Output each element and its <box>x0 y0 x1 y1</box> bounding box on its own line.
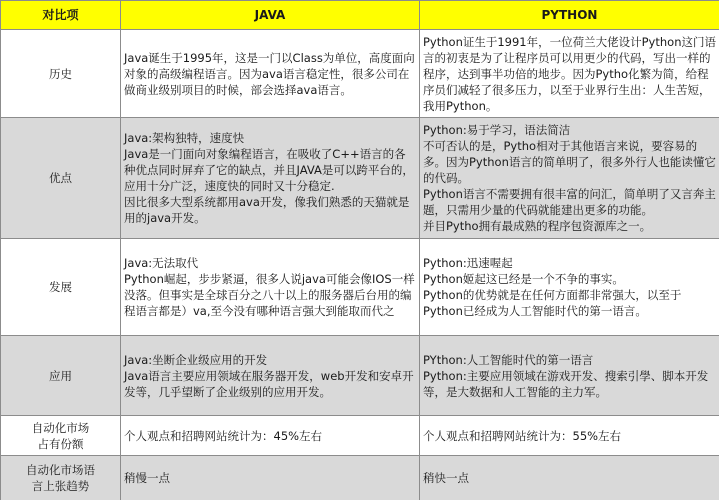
python-text: 稍快一点 <box>423 471 469 485</box>
java-text: 个人观点和招聘网站统计为：45%左右 <box>124 428 323 443</box>
row-label-text: 自动化市场 <box>31 420 90 435</box>
row-applications <box>1 336 719 416</box>
header-python: PYTHON <box>420 1 719 30</box>
row-label <box>1 336 121 416</box>
python-cell <box>420 336 719 416</box>
python-subtitle: Python:迅速喔起 <box>423 256 513 270</box>
java-text: Java诞生于1995年，这是一门以Class为单位，高度面向对象的高级编程语言。因为ava语言稳定性，很多公司在做商业级别项目的时候，部会选择ava语言。 <box>124 50 415 97</box>
row-label-text: 历史 <box>49 66 72 81</box>
java-cell <box>121 336 420 416</box>
python-subtitle: PYthon:人工智能时代的第一语言 <box>423 352 594 367</box>
java-text: Python崛起，步步紧逼，很多人说java可能会像IOS一样没落。但事实是全球百分之八十以上的服务器后台用的编程语言都是）va,至今没有哪种语言强大到能取而代之 <box>124 272 415 318</box>
java-subtitle: Java:坐断企业级应用的开发 <box>124 352 268 367</box>
row-advantages <box>1 118 719 239</box>
python-text: 不可否认的是，Pytho相对于其他语言来说，要容易的多。因为Python语言的简单明了，很多外行人也能读懂它的代码。 <box>423 139 716 185</box>
row-development <box>1 239 719 336</box>
python-text: 个人观点和招聘网站统计为：55%左右 <box>423 428 622 443</box>
java-text: 因比很多大型系统都用ava开发，像我们熟悉的天猫就是用的java开发。 <box>124 195 410 225</box>
java-text: Java是一门面向对象编程语言，在吸收了C++语言的各种优点同时屏弃了它的缺点，并且JAVA是可以跨平台的，应用十分广泛，速度快的同时又十分稳定. <box>124 147 414 193</box>
python-cell <box>420 456 719 500</box>
row-label <box>1 456 121 500</box>
python-subtitle: Python:易于学习，语法简洁 <box>423 123 571 137</box>
java-subtitle: Java:无法取代 <box>124 256 199 270</box>
row-label <box>1 416 121 456</box>
python-text: Python证生于1991年，一位荷兰大佬设计Python这门语言的初衷是为了让程序员可以用更少的代码，写出一样的程序，达到事半功倍的地步。因为Pytho化繁为简，给程序员们减轻了很多压力，以至于业界行生出：人生苦短，我用Python。 <box>423 34 716 113</box>
row-label-text: 言上张趋势 <box>31 479 90 493</box>
row-label-text: 优点 <box>49 171 72 185</box>
java-text: Java语言主要应用领域在服务器开发，web开发和安卓开发等，几乎望断了企业级别的应用开发。 <box>124 368 414 399</box>
java-subtitle: Java:架构独特，速度快 <box>124 131 245 145</box>
java-cell <box>121 456 420 500</box>
row-label-text: 自动化市场语 <box>26 463 95 477</box>
python-cell <box>420 416 719 456</box>
header-row <box>1 1 719 30</box>
python-text: Python姬起这已经是一个不争的事实。 <box>423 272 624 286</box>
row-history <box>1 30 719 118</box>
python-text: Python的优势就是在任何方面都非常强大，以至于Python已经成为人工智能时代的第一语言。 <box>423 288 682 318</box>
java-cell <box>121 416 420 456</box>
row-label <box>1 30 121 118</box>
python-text: Python语言不需要拥有很丰富的问汇，简单明了又言奔主题，只需用少量的代码就能建出更多的功能。 <box>423 187 716 217</box>
header-java: JAVA <box>121 1 420 30</box>
python-text: 并目Pytho拥有最成熟的程序包资源库之一。 <box>423 219 652 233</box>
java-text: 稍慢一点 <box>124 471 170 485</box>
java-cell <box>121 118 420 239</box>
java-cell <box>121 30 420 118</box>
row-label-text: 发展 <box>49 280 72 294</box>
python-cell <box>420 30 719 118</box>
python-text: Python:主要应用领域在游戏开发、搜索引學、脚本开发等，是大数据和人工智能的主力军。 <box>423 368 709 399</box>
header-item: 对比项 <box>1 1 121 30</box>
row-label <box>1 239 121 336</box>
row-market-share <box>1 416 719 456</box>
python-cell <box>420 239 719 336</box>
row-label <box>1 118 121 239</box>
row-label-text: 占有份额 <box>37 436 84 451</box>
row-label-text: 应用 <box>49 368 72 383</box>
java-cell <box>121 239 420 336</box>
row-trend <box>1 456 719 500</box>
python-cell <box>420 118 719 239</box>
